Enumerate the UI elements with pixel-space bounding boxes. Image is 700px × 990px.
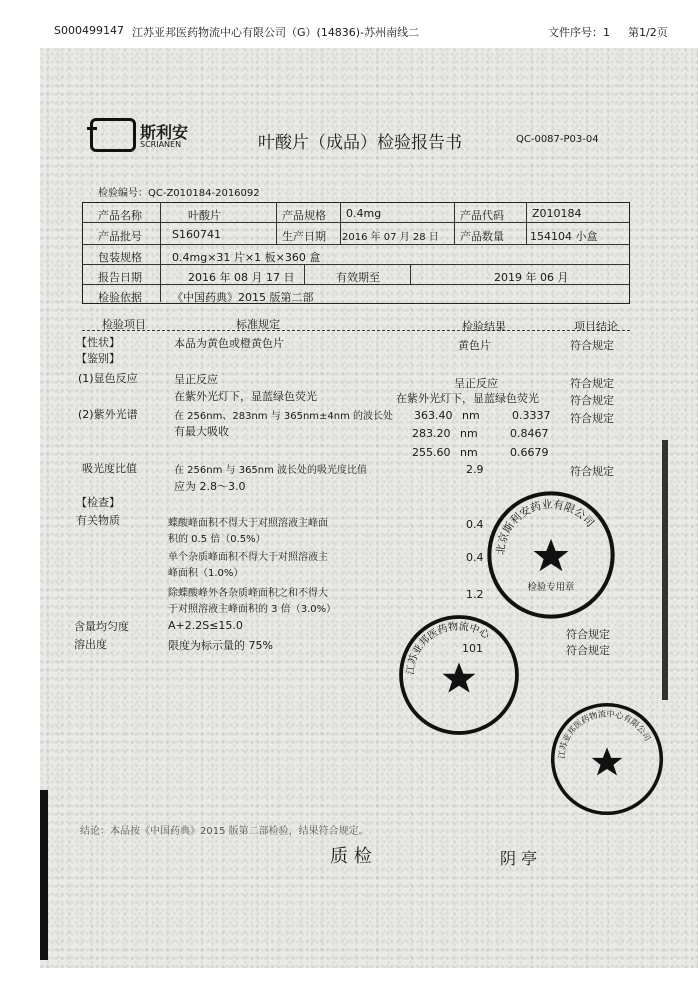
distributor-stamp: [396, 612, 522, 738]
column-header-result: 检验结果: [462, 320, 506, 333]
info-col-line: [526, 202, 527, 244]
item-label: (1)显色反应: [78, 372, 138, 385]
result-text: 101: [462, 642, 483, 655]
conclusion-text: 符合规定: [566, 628, 610, 641]
pack-label: 包装规格: [98, 251, 142, 264]
header-divider: [82, 330, 630, 331]
spec: 0.4mg: [346, 207, 382, 220]
report-date-label: 报告日期: [98, 271, 142, 284]
info-col-line: [454, 202, 455, 244]
conclusion-text: 符合规定: [570, 412, 614, 425]
qty-label: 产品数量: [460, 230, 504, 243]
report-date: 2016 年 08 月 17 日: [188, 271, 295, 284]
standard-text: 有最大吸收: [174, 425, 229, 438]
item-label: 含量均匀度: [74, 620, 129, 633]
product-name: 叶酸片: [188, 209, 221, 222]
expiry-label: 有效期至: [336, 271, 380, 284]
info-col-line: [304, 264, 305, 284]
logo-icon: [90, 118, 136, 152]
item-label: 吸光度比值: [82, 462, 137, 475]
section-label: 【检查】: [76, 496, 120, 509]
item-label: 有关物质: [76, 514, 120, 527]
quantity: 154104 小盒: [530, 230, 598, 243]
code-label: 产品代码: [460, 209, 504, 222]
info-col-line: [160, 202, 161, 302]
column-header-item: 检验项目: [102, 318, 146, 331]
conclusion-text: 符合规定: [570, 377, 614, 390]
svg-text:江苏亚邦医药物流中心有限公司: 江苏亚邦医药物流中心有限公司: [556, 708, 653, 760]
standard-text: 限度为标示量的 75%: [168, 639, 273, 652]
stamp-seal: [396, 612, 522, 738]
stamp-seal: [548, 700, 666, 818]
info-col-line: [276, 202, 277, 244]
prod-date-label: 生产日期: [282, 230, 326, 243]
conclusion-text: 符合规定: [570, 465, 614, 478]
spec-label: 产品规格: [282, 209, 326, 222]
checker-signature: 质 检: [330, 846, 372, 867]
svg-text:检验专用章: 检验专用章: [527, 581, 575, 593]
standard-text: 在 256nm、283nm 与 365nm±4nm 的波长处: [174, 411, 394, 422]
wavelength-unit: nm: [460, 427, 478, 440]
standard-text: 蝶酸峰面积不得大于对照溶液主峰面: [168, 518, 328, 529]
item-label: 溶出度: [74, 638, 107, 651]
result-text: 0.4: [466, 518, 484, 531]
report-title: 叶酸片（成品）检验报告书: [258, 133, 462, 153]
company-stamp: [484, 488, 618, 622]
page-number: 第1/2页: [628, 26, 668, 39]
expiry-date: 2019 年 06 月: [494, 271, 569, 284]
batch-label: 产品批号: [98, 230, 142, 243]
conclusion-text: 符合规定: [566, 644, 610, 657]
logo-brand-en: SCRIANEN: [140, 140, 182, 149]
logistics-stamp: [548, 700, 666, 818]
svg-text:北京斯利安药业有限公司: 北京斯利安药业有限公司: [493, 497, 597, 556]
result-text: 0.4: [466, 551, 484, 564]
wavelength-value: 363.40: [414, 409, 453, 422]
info-row-line: [82, 222, 630, 223]
standard-text: 积的 0.5 倍（0.5%）: [168, 534, 266, 545]
section-label: 【性状】: [76, 336, 120, 349]
logo-brand-cn: 斯利安: [140, 123, 189, 142]
result-text: 黄色片: [458, 339, 491, 352]
wavelength-unit: nm: [460, 446, 478, 459]
result-text: 2.9: [466, 463, 484, 476]
scan-edge-left: [40, 790, 48, 960]
doc-id: S000499147: [54, 24, 124, 37]
product-code: Z010184: [532, 207, 582, 220]
basis: 《中国药典》2015 版第二部: [172, 291, 314, 304]
basis-label: 检验依据: [98, 291, 142, 304]
result-text: 1.2: [466, 588, 484, 601]
result-text: 在紫外光灯下，显蓝绿色荧光: [396, 392, 539, 405]
prod-date: 2016 年 07 月 28 日: [342, 232, 439, 243]
absorbance-value: 0.8467: [510, 427, 549, 440]
item-label: (2)紫外光谱: [78, 408, 138, 421]
reviewer-signature: 阴 亭: [500, 849, 538, 868]
info-col-line: [340, 202, 341, 244]
standard-text: 在紫外光灯下，显蓝绿色荧光: [174, 390, 317, 403]
info-col-line: [410, 264, 411, 284]
conclusion-text: 符合规定: [570, 339, 614, 352]
svg-text:江苏亚邦医药物流中心: 江苏亚邦医药物流中心: [405, 621, 492, 676]
file-number: 文件序号：1: [548, 26, 610, 39]
column-header-conclusion: 项目结论: [574, 320, 618, 333]
standard-text: 应为 2.8～3.0: [174, 480, 246, 493]
stamp-seal: [484, 488, 618, 622]
batch: S160741: [172, 228, 221, 241]
standard-text: 除蝶酸峰外各杂质峰面积之和不得大: [168, 588, 328, 599]
product-name-label: 产品名称: [98, 209, 142, 222]
inspection-number: 检验编号：QC-Z010184-2016092: [98, 188, 260, 199]
standard-text: 呈正反应: [174, 373, 218, 386]
standard-text: 在 256nm 与 365nm 波长处的吸光度比值: [174, 465, 368, 476]
standard-text: 单个杂质峰面积不得大于对照溶液主: [168, 552, 328, 563]
section-label: 【鉴别】: [76, 352, 120, 365]
footer-conclusion: 结论：本品按《中国药典》2015 版第二部检验，结果符合规定。: [80, 826, 369, 837]
column-header-standard: 标准规定: [236, 318, 280, 331]
standard-text: 峰面积（1.0%）: [168, 568, 244, 579]
absorbance-value: 0.6679: [510, 446, 549, 459]
result-text: 呈正反应: [454, 377, 498, 390]
standard-text: 本品为黄色或橙黄色片: [174, 337, 284, 350]
standard-text: A+2.2S≤15.0: [168, 619, 243, 632]
company-name: 江苏亚邦医药物流中心有限公司（G）(14836)-苏州南线二: [132, 26, 420, 39]
absorbance-value: 0.3337: [512, 409, 551, 422]
scan-edge-right: [662, 440, 668, 700]
wavelength-value: 255.60: [412, 446, 451, 459]
wavelength-value: 283.20: [412, 427, 451, 440]
conclusion-text: 符合规定: [570, 394, 614, 407]
pack-spec: 0.4mg×31 片×1 板×360 盒: [172, 251, 321, 264]
report-code: QC-0087-P03-04: [516, 134, 599, 145]
info-row-line: [82, 264, 630, 265]
info-row-line: [82, 244, 630, 245]
standard-text: 于对照溶液主峰面积的 3 倍（3.0%）: [168, 604, 337, 615]
wavelength-unit: nm: [462, 409, 480, 422]
